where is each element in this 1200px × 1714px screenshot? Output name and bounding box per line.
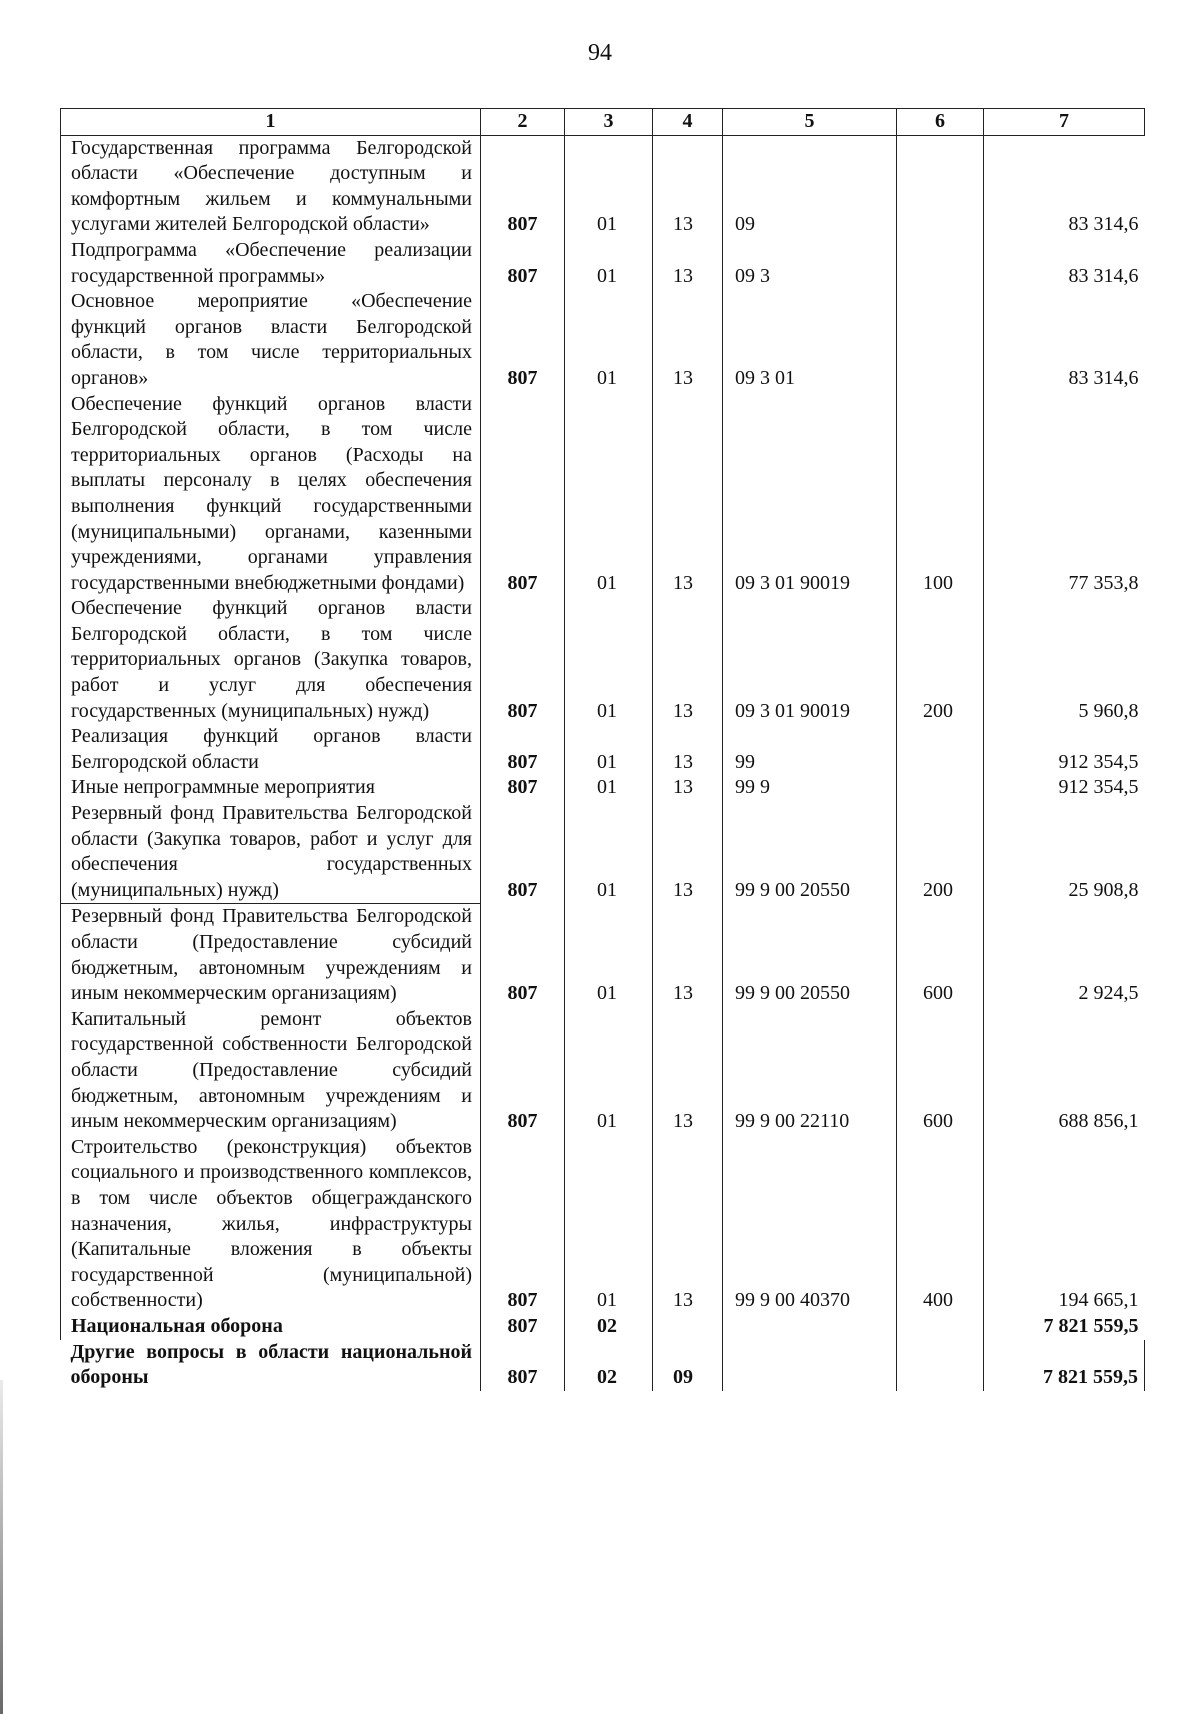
- row-code: 807: [481, 1340, 565, 1391]
- row-sum: 7 821 559,5: [1043, 1314, 1139, 1337]
- row-name: Подпрограмма «Обеспечение реализации государственной программы»: [61, 238, 481, 289]
- row-sum: 77 353,8: [1068, 571, 1139, 594]
- row-expense-type: [897, 238, 984, 289]
- row-code: 807: [481, 238, 565, 289]
- row-expense-type: [897, 1314, 984, 1340]
- row-subsection: 13: [653, 238, 723, 289]
- page-number: 94: [588, 40, 612, 66]
- row-section: 02: [565, 1340, 653, 1391]
- column-header-section: 3: [565, 109, 653, 136]
- row-sum: 688 856,1: [1058, 1110, 1139, 1133]
- row-expense-type: [897, 775, 984, 801]
- row-code: 807: [481, 1314, 565, 1340]
- row-target-article: 09 3 01: [723, 289, 897, 391]
- row-subsection: 13: [653, 724, 723, 775]
- row-subsection: [653, 1314, 723, 1340]
- row-sum: 7 821 559,5: [984, 1340, 1145, 1391]
- row-name: Строительство (реконструкция) объектов социального и производственного комплексов, в том числе объектов общегражданского назначения, жилья, инфраструктуры (Капитальные вложения в объекты государственной (муниципальной) собственности): [61, 1135, 481, 1314]
- table-row: [61, 238, 1145, 289]
- row-name: Резервный фонд Правительства Белгородской области (Предоставление субсидий бюджетным, автономным учреждениям и иным некоммерческим организациям): [61, 904, 481, 1007]
- row-code: 807: [481, 724, 565, 775]
- row-target-article: 99 9 00 20550: [723, 904, 897, 1007]
- row-sum: 912 354,5: [1058, 750, 1139, 773]
- row-code: 807: [481, 392, 565, 597]
- row-name: Обеспечение функций органов власти Белгородской области, в том числе территориальных органов (Расходы на выплаты персоналу в целях обеспечения выполнения функций государственными (муниципальными) органами, казенными учреждениями, органами управления государственными внебюджетными фондами): [61, 392, 481, 597]
- row-sum: 5 960,8: [1078, 699, 1139, 722]
- row-section: 01: [565, 392, 653, 597]
- table-row: [61, 801, 1145, 904]
- row-section: 02: [565, 1314, 653, 1340]
- row-section: 01: [565, 289, 653, 391]
- table-row: [61, 1314, 1145, 1340]
- row-subsection: 13: [653, 775, 723, 801]
- row-subsection: 13: [653, 1135, 723, 1314]
- row-code: 807: [481, 801, 565, 904]
- row-name: Капитальный ремонт объектов государственной собственности Белгородской области (Предоставление субсидий бюджетным, автономным учреждениям и иным некоммерческим организациям): [61, 1007, 481, 1135]
- row-name: Государственная программа Белгородской области «Обеспечение доступным и комфортным жильем и коммунальными услугами жителей Белгородской области»: [61, 135, 481, 238]
- column-header-target-article: 5: [723, 109, 897, 136]
- column-header-subsection: 4: [653, 109, 723, 136]
- row-sum: 25 908,8: [1068, 879, 1139, 902]
- scan-edge-shadow: [0, 1380, 3, 1714]
- row-expense-type: 200: [897, 801, 984, 904]
- row-target-article: 99 9 00 22110: [723, 1007, 897, 1135]
- row-target-article: [723, 1314, 897, 1340]
- row-subsection: 09: [653, 1340, 723, 1391]
- row-sum: 83 314,6: [1068, 366, 1139, 389]
- row-code: 807: [481, 1007, 565, 1135]
- row-name: Иные непрограммные мероприятия: [61, 775, 481, 801]
- row-code: 807: [481, 135, 565, 238]
- table-row: [61, 135, 1145, 238]
- row-subsection: 13: [653, 1007, 723, 1135]
- table-row: [61, 596, 1145, 724]
- table-row: [61, 1007, 1145, 1135]
- table-row: [61, 1135, 1145, 1314]
- column-header-code: 2: [481, 109, 565, 136]
- row-section: 01: [565, 596, 653, 724]
- row-section: 01: [565, 135, 653, 238]
- row-target-article: 09: [723, 135, 897, 238]
- row-name: Основное мероприятие «Обеспечение функций органов власти Белгородской области, в том числе территориальных органов»: [61, 289, 481, 391]
- row-code: 807: [481, 289, 565, 391]
- row-target-article: 09 3: [723, 238, 897, 289]
- row-target-article: 99 9: [723, 775, 897, 801]
- row-sum: 83 314,6: [1068, 264, 1139, 287]
- row-expense-type: 100: [897, 392, 984, 597]
- row-expense-type: 400: [897, 1135, 984, 1314]
- row-name: Реализация функций органов власти Белгородской области: [61, 724, 481, 775]
- row-sum: 2 924,5: [1078, 982, 1139, 1005]
- row-section: 01: [565, 1007, 653, 1135]
- row-expense-type: [897, 724, 984, 775]
- column-header-expense-type: 6: [897, 109, 984, 136]
- row-section: 01: [565, 801, 653, 904]
- row-subsection: 13: [653, 135, 723, 238]
- column-header-sum: 7: [984, 109, 1145, 136]
- row-subsection: 13: [653, 801, 723, 904]
- row-subsection: 13: [653, 596, 723, 724]
- row-section: 01: [565, 238, 653, 289]
- row-expense-type: 200: [897, 596, 984, 724]
- row-code: 807: [481, 596, 565, 724]
- row-sum: 912 354,5: [1058, 776, 1139, 799]
- row-section: 01: [565, 1135, 653, 1314]
- budget-table: [60, 108, 1145, 1391]
- row-sum: 83 314,6: [1068, 213, 1139, 236]
- row-target-article: 99: [723, 724, 897, 775]
- row-subsection: 13: [653, 904, 723, 1007]
- row-name: Другие вопросы в области национальной обороны: [61, 1340, 481, 1391]
- row-section: 01: [565, 724, 653, 775]
- row-expense-type: [897, 1340, 984, 1391]
- row-code: 807: [481, 775, 565, 801]
- table-row: [61, 904, 1145, 1007]
- table-row: [61, 289, 1145, 391]
- row-subsection: 13: [653, 392, 723, 597]
- table-row: [61, 392, 1145, 597]
- row-target-article: 09 3 01 90019: [723, 392, 897, 597]
- row-expense-type: 600: [897, 904, 984, 1007]
- row-target-article: 09 3 01 90019: [723, 596, 897, 724]
- row-subsection: 13: [653, 289, 723, 391]
- row-target-article: 99 9 00 40370: [723, 1135, 897, 1314]
- row-name: Национальная оборона: [61, 1314, 481, 1340]
- row-sum: 194 665,1: [1058, 1289, 1139, 1312]
- row-expense-type: 600: [897, 1007, 984, 1135]
- row-code: 807: [481, 1135, 565, 1314]
- row-section: 01: [565, 904, 653, 1007]
- row-code: 807: [481, 904, 565, 1007]
- row-name: Резервный фонд Правительства Белгородской области (Закупка товаров, работ и услуг для обеспечения государственных (муниципальных) нужд): [61, 801, 481, 904]
- table-row: [61, 724, 1145, 775]
- column-header-name: 1: [61, 109, 481, 136]
- row-target-article: [723, 1340, 897, 1391]
- row-name: Обеспечение функций органов власти Белгородской области, в том числе территориальных органов (Закупка товаров, работ и услуг для обеспечения государственных (муниципальных) нужд): [61, 596, 481, 724]
- row-expense-type: [897, 289, 984, 391]
- row-expense-type: [897, 135, 984, 238]
- row-section: 01: [565, 775, 653, 801]
- table-row: [61, 775, 1145, 801]
- table-row: [61, 1340, 1145, 1391]
- row-target-article: 99 9 00 20550: [723, 801, 897, 904]
- table-header-row: [61, 109, 1145, 136]
